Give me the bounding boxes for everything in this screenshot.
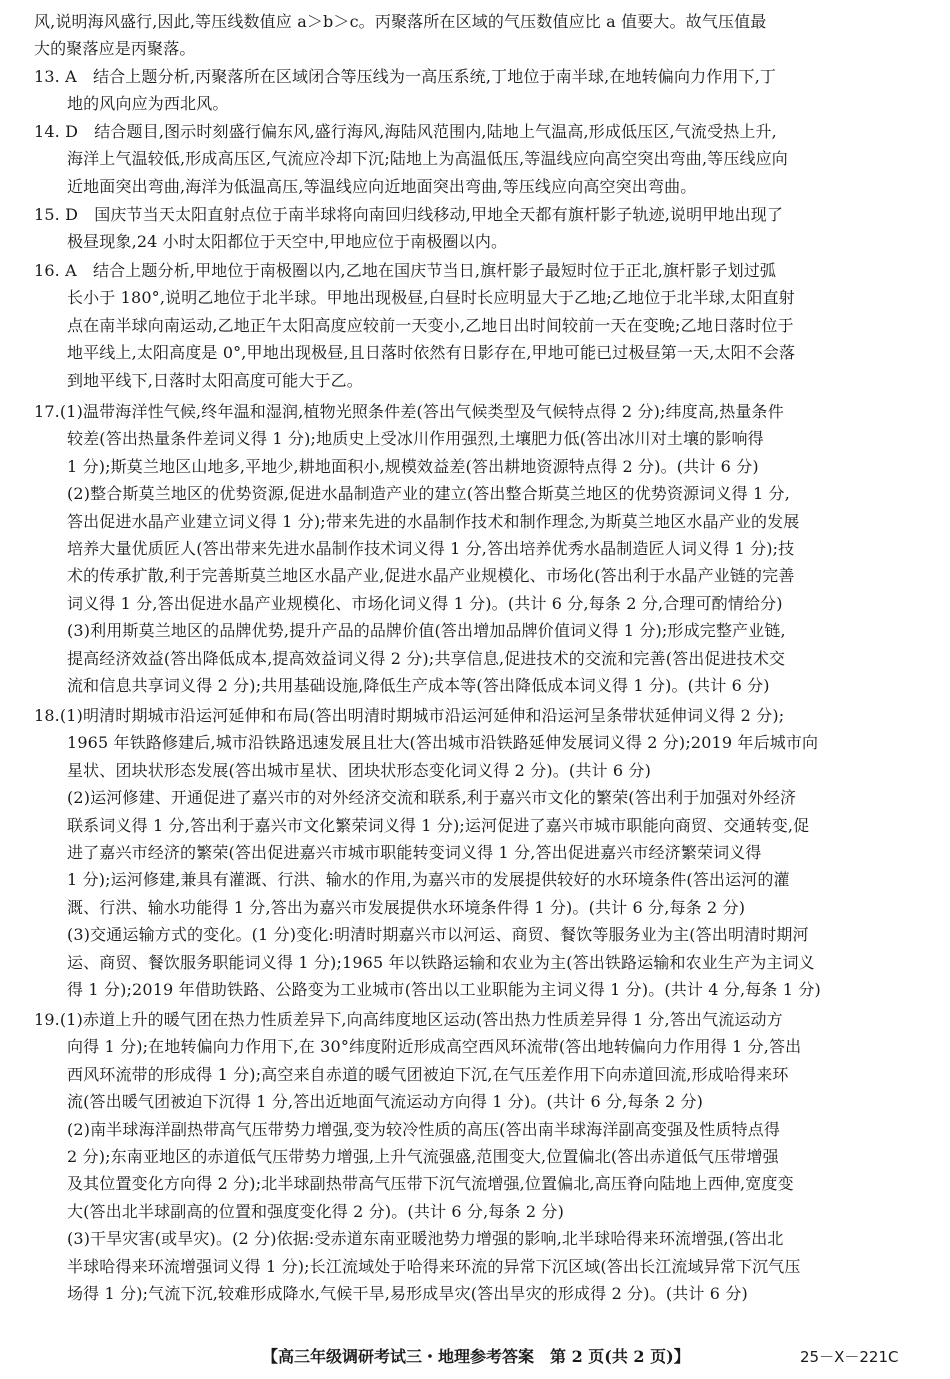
- footer-title: 【高三年级调研考试三・地理参考答案 第 2 页(共 2 页)】: [262, 1347, 690, 1366]
- text-line: 1965 年铁路修建后,城市沿铁路迅速发展且壮大(答出城市沿铁路延伸发展词义得 2 分);2019 年后城市向: [67, 733, 819, 753]
- text-line: 海洋上气温较低,形成高压区,气流应冷却下沉;陆地上为高温低压,等温线应向高空突出弯曲,等压线应向: [67, 149, 788, 169]
- q12-continuation: [34, 8, 914, 63]
- text-line: 场得 1 分);气流下沉,较难形成降水,气候干旱,易形成旱灾(答出旱灾的形成得 2 分)。(共计 6 分): [67, 1283, 748, 1303]
- text-line: (3)利用斯莫兰地区的品牌优势,提升产品的品牌价值(答出增加品牌价值词义得 1 分);形成完整产业链,: [67, 621, 786, 641]
- text-line: 17.(1)温带海洋性气候,终年温和湿润,植物光照条件差(答出气候类型及气候特点得 2 分);纬度高,热量条件: [34, 402, 784, 421]
- text-line: 得 1 分);2019 年借助铁路、公路变为工业城市(答出以工业职能为主词义得 1 分)。(共计 4 分,每条 1 分): [67, 979, 821, 999]
- page-footer: [0, 1343, 950, 1371]
- text-line: (2)整合斯莫兰地区的优势资源,促进水晶制造产业的建立(答出整合斯莫兰地区的优势资源词义得 1 分,: [67, 484, 790, 504]
- text-line: 向得 1 分);在地转偏向力作用下,在 30°纬度附近形成高空西风环流带(答出地转偏向力作用得 1 分,答出: [67, 1037, 802, 1057]
- text-line: (2)南半球海洋副热带高气压带势力增强,变为较冷性质的高压(答出南半球海洋副高变强及性质特点得: [67, 1119, 781, 1139]
- text-line: 词义得 1 分,答出促进水晶产业规模化、市场化词义得 1 分)。(共计 6 分,每条 2 分,合理可酌情给分): [67, 593, 783, 613]
- text-line: 答出促进水晶产业建立词义得 1 分);带来先进的水晶制作技术和制作理念,为斯莫兰地区水晶产业的发展: [67, 511, 800, 531]
- text-line: (3)交通运输方式的变化。(1 分)变化:明清时期嘉兴市以河运、商贸、餐饮等服务业为主(答出明清时期河: [67, 925, 809, 945]
- text-line: 1 分);斯莫兰地区山地多,平地少,耕地面积小,规模效益差(答出耕地资源特点得 2 分)。(共计 6 分): [67, 456, 759, 476]
- text-line: 长小于 180°,说明乙地位于北半球。甲地出现极昼,白昼时长应明显大于乙地;乙地位于北半球,太阳直射: [67, 288, 795, 308]
- text-line: 地的风向应为西北风。: [67, 94, 229, 114]
- text-line: 1 分);运河修建,兼具有灌溉、行洪、输水的作用,为嘉兴市的发展提供较好的水环境条件(答出运河的灌: [67, 870, 790, 890]
- text-line: 极昼现象,24 小时太阳都位于天空中,甲地应位于南极圈以内。: [67, 232, 508, 252]
- text-line: 18.(1)明清时期城市沿运河延伸和布局(答出明清时期城市沿运河延伸和沿运河呈条带状延伸词义得 2 分);: [34, 706, 785, 725]
- answer-19: [34, 1006, 914, 1307]
- text-line: 风,说明海风盛行,因此,等压线数值应 a＞b＞c。丙聚落所在区域的气压数值应比 a 值要大。故气压值最: [34, 12, 767, 31]
- text-line: (3)干旱灾害(或旱灾)。(2 分)依据:受赤道东南亚暖池势力增强的影响,北半球哈得来环流增强,(答出北: [67, 1229, 784, 1249]
- text-line: 溉、行洪、输水功能得 1 分,答出为嘉兴市发展提供水环境条件得 1 分)。(共计 6 分,每条 2 分): [67, 897, 746, 917]
- document-code: 25－X－221C: [800, 1348, 899, 1366]
- text-line: 星状、团块状形态发展(答出城市星状、团块状形态变化词义得 2 分)。(共计 6 分): [67, 760, 651, 780]
- text-line: 大的聚落应是丙聚落。: [34, 39, 196, 59]
- text-line: 及其位置变化方向得 2 分);北半球副热带高气压带下沉气流增强,位置偏北,高压脊向陆地上西伸,宽度变: [67, 1174, 794, 1194]
- text-line: 术的传承扩散,利于完善斯莫兰地区水晶产业,促进水晶产业规模化、市场化(答出利于水晶产业链的完善: [67, 566, 795, 586]
- answer-13: [34, 63, 914, 118]
- text-line: 联系词义得 1 分,答出利于嘉兴市文化繁荣词义得 1 分);运河促进了嘉兴市城市职能向商贸、交通转变,促: [67, 815, 810, 835]
- text-line: 点在南半球向南运动,乙地正午太阳高度应较前一天变小,乙地日出时间较前一天在变晚;乙地日落时位于: [67, 315, 794, 335]
- text-line: 流(答出暖气团被迫下沉得 1 分,答出近地面气流运动方向得 1 分)。(共计 6 分,每条 2 分): [67, 1092, 704, 1112]
- answer-16: [34, 257, 914, 394]
- text-line: 培养大量优质匠人(答出带来先进水晶制作技术词义得 1 分,答出培养优秀水晶制造匠人词义得 1 分);技: [67, 538, 795, 558]
- answer-17: [34, 398, 914, 699]
- text-line: (2)运河修建、开通促进了嘉兴市的对外经济交流和联系,利于嘉兴市文化的繁荣(答出利于加强对外经济: [67, 788, 797, 808]
- text-line: 19.(1)赤道上升的暖气团在热力性质差异下,向高纬度地区运动(答出热力性质差异得 1 分,答出气流运动方: [34, 1010, 783, 1029]
- text-line: 大(答出北半球副高的位置和强度变化得 2 分)。(共计 6 分,每条 2 分): [67, 1201, 564, 1221]
- text-line: 较差(答出热量条件差词义得 1 分);地质史上受冰川作用强烈,土壤肥力低(答出冰川对土壤的影响得: [67, 429, 764, 449]
- text-line: 提高经济效益(答出降低成本,提高效益词义得 2 分);共享信息,促进技术的交流和完善(答出促进技术交: [67, 648, 786, 668]
- text-line: 2 分);东南亚地区的赤道低气压带势力增强,上升气流强盛,范围变大,位置偏北(答出赤道低气压带增强: [67, 1146, 779, 1166]
- text-line: 13. A 结合上题分析,丙聚落所在区域闭合等压线为一高压系统,丁地位于南半球,在地转偏向力作用下,丁: [34, 67, 777, 86]
- text-line: 地平线上,太阳高度是 0°,甲地出现极昼,且日落时依然有日影存在,甲地可能已过极昼第一天,太阳不会落: [67, 343, 796, 363]
- text-line: 15. D 国庆节当天太阳直射点位于南半球将向南回归线移动,甲地全天都有旗杆影子轨迹,说明甲地出现了: [34, 205, 784, 224]
- answer-14: [34, 118, 914, 200]
- text-line: 近地面突出弯曲,海洋为低温高压,等温线应向近地面突出弯曲,等压线应向高空突出弯曲。: [67, 176, 697, 196]
- answer-18: [34, 702, 914, 1003]
- text-line: 流和信息共享词义得 2 分);共用基础设施,降低生产成本等(答出降低成本词义得 1 分)。(共计 6 分): [67, 675, 770, 695]
- text-line: 16. A 结合上题分析,甲地位于南极圈以内,乙地在国庆节当日,旗杆影子最短时位于正北,旗杆影子划过弧: [34, 261, 777, 280]
- text-line: 进了嘉兴市经济的繁荣(答出促进嘉兴市城市职能转变词义得 1 分,答出促进嘉兴市经济繁荣词义得: [67, 842, 762, 862]
- text-line: 到地平线下,日落时太阳高度可能大于乙。: [67, 370, 363, 390]
- text-line: 西风环流带的形成得 1 分);高空来自赤道的暖气团被迫下沉,在气压差作用下向赤道回流,形成哈得来环: [67, 1064, 789, 1084]
- text-line: 14. D 结合题目,图示时刻盛行偏东风,盛行海风,海陆风范围内,陆地上气温高,形成低压区,气流受热上升,: [34, 122, 777, 141]
- answer-15: [34, 201, 914, 256]
- text-line: 运、商贸、餐饮服务职能词义得 1 分);1965 年以铁路运输和农业为主(答出铁路运输和农业生产为主词义: [67, 952, 815, 972]
- text-line: 半球哈得来环流增强词义得 1 分);长江流域处于哈得来环流的异常下沉区域(答出长江流域异常下沉气压: [67, 1256, 801, 1276]
